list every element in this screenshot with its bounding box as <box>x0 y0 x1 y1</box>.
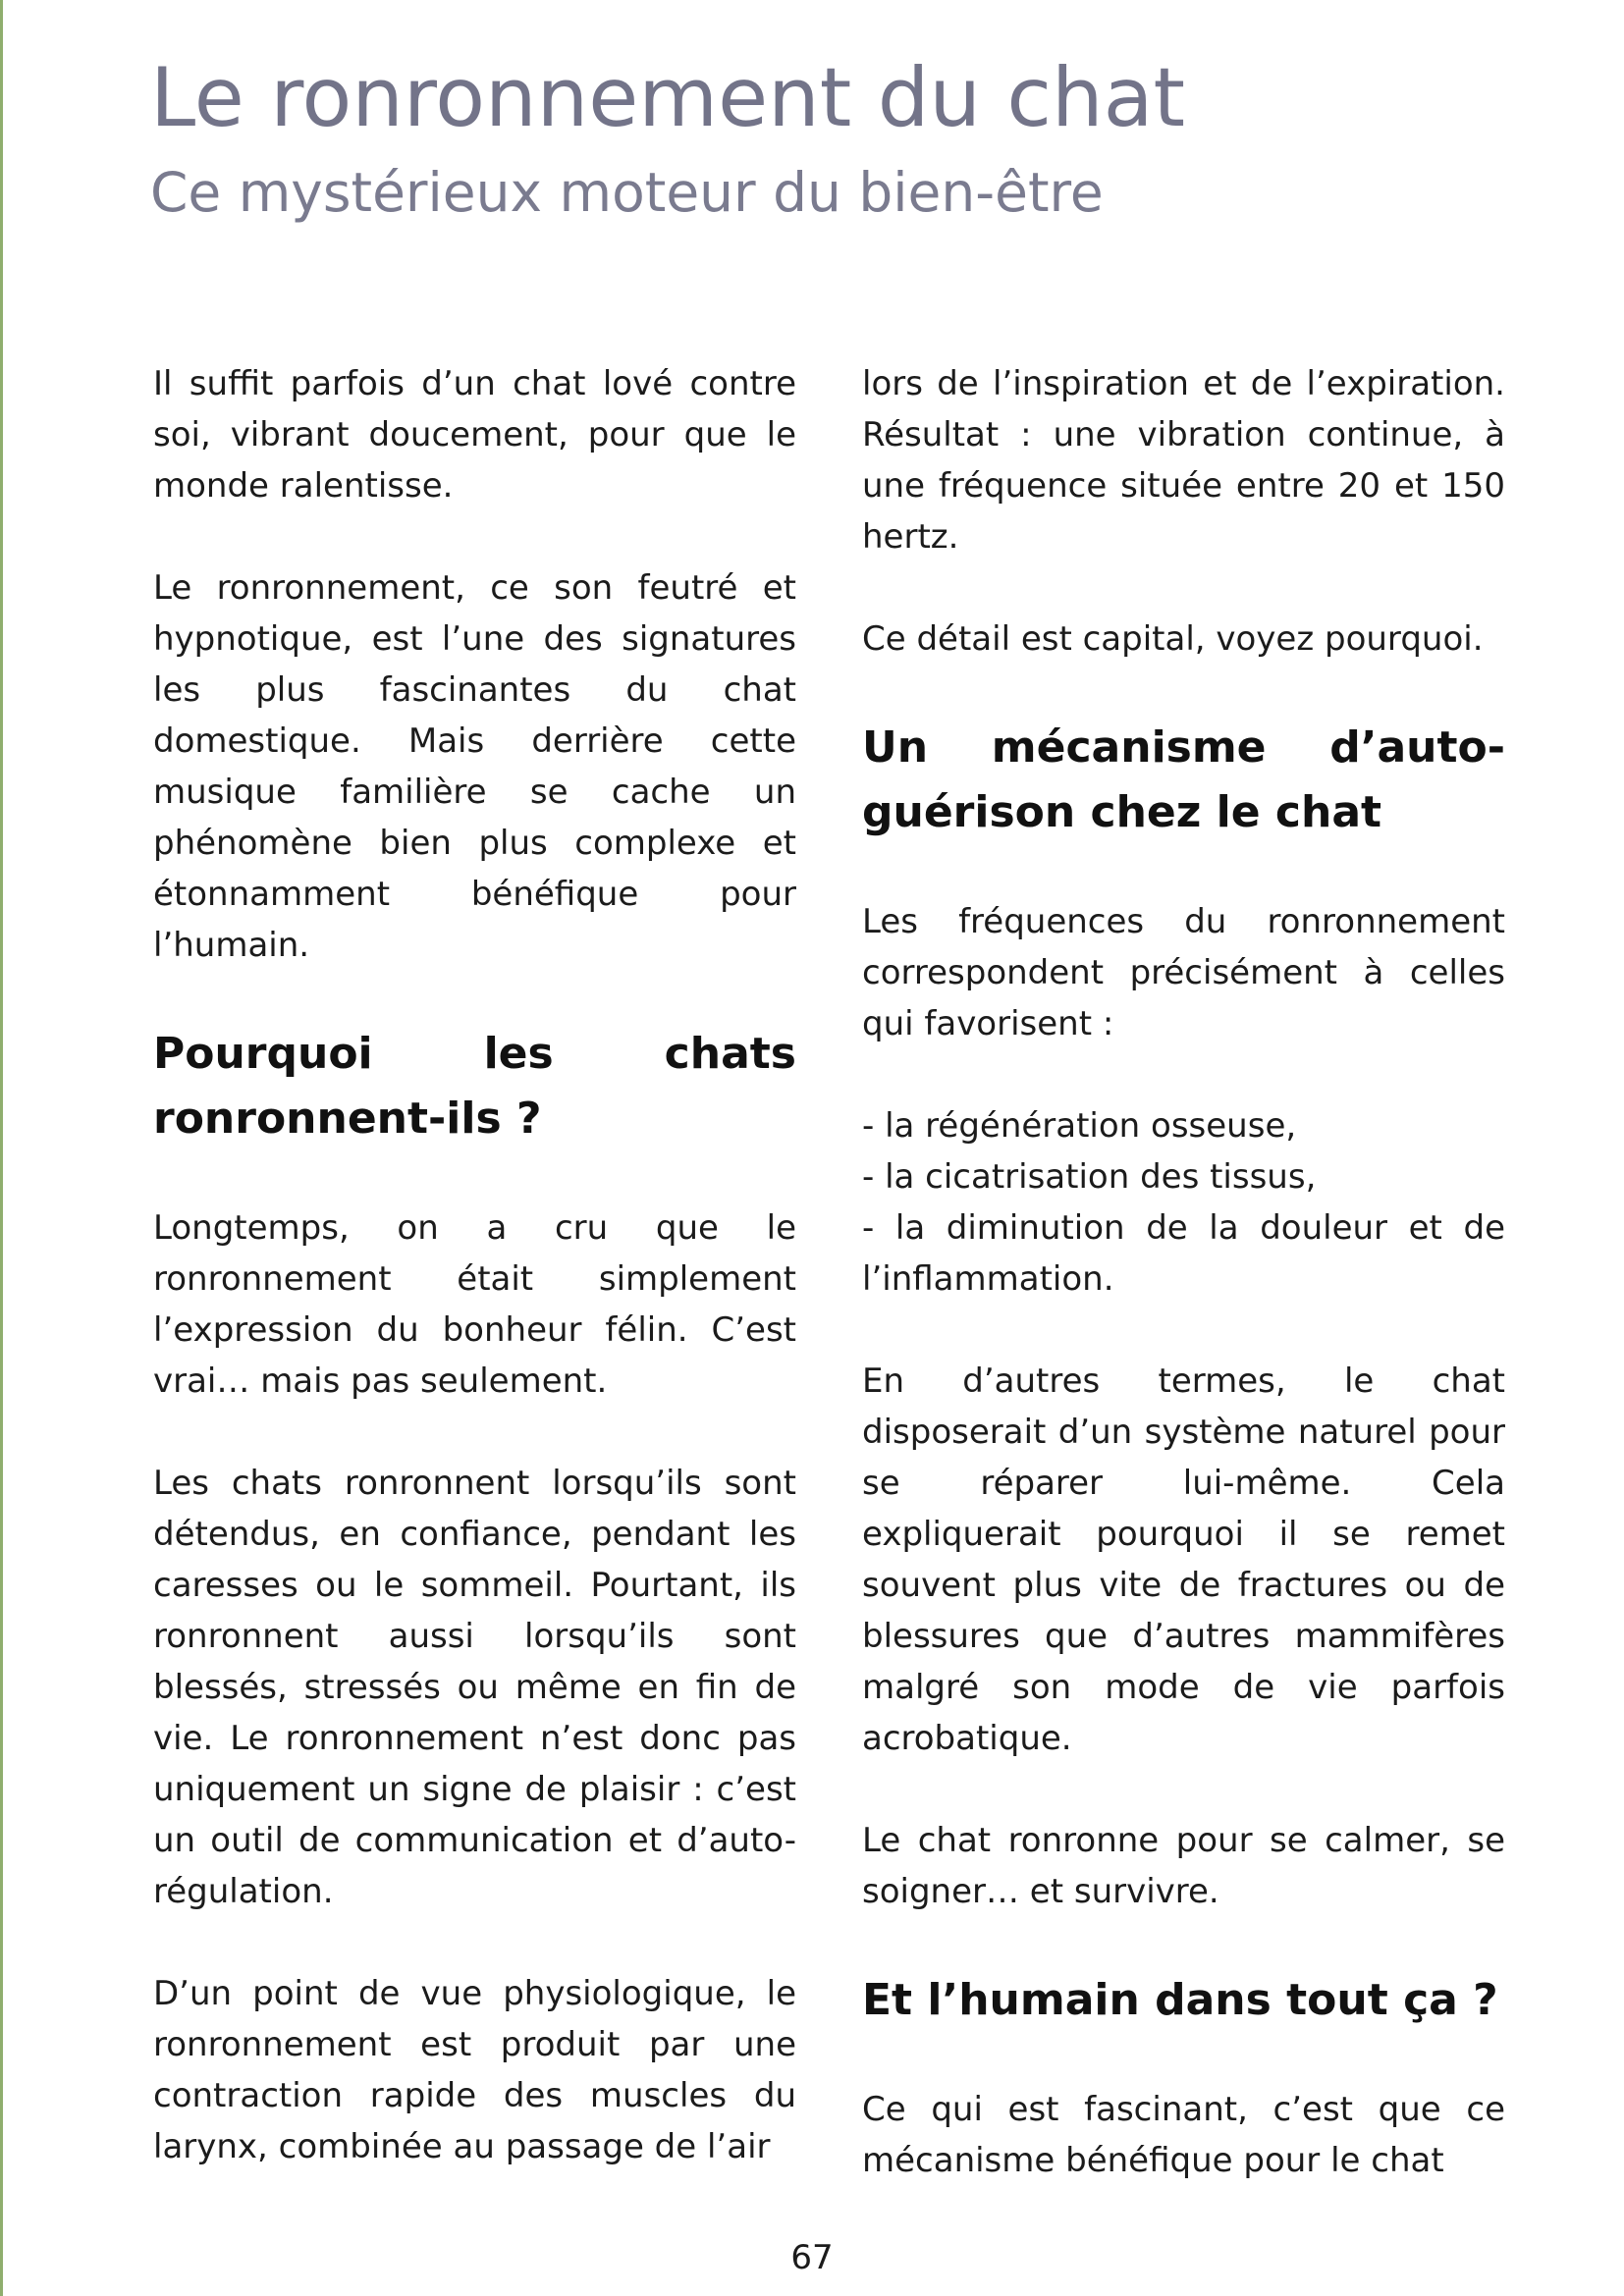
section-heading: Pourquoi les chats ronronnent-ils ? <box>153 1029 796 1144</box>
page-edge-rule <box>0 0 3 2296</box>
paragraph: Les chats ronronnent lorsqu’ils sont détendus, en confiance, pendant les caresses ou le sommeil. Pourtant, ils ronronnent aussi lorsqu’ils sont blessés, stressés ou même en fin de vie. Le ronronnement n’est donc pas uniquement un signe de plaisir : c’est un outil de communication et d’auto-régulation. <box>153 1464 796 1911</box>
page-number: 67 <box>790 2238 834 2277</box>
section-heading: Et l’humain dans tout ça ? <box>862 1975 1498 2025</box>
paragraph: lors de l’inspiration et de l’expiration. Résultat : une vibration continue, à une fréquence située entre 20 et 150 hertz. <box>862 364 1505 557</box>
paragraph: Ce qui est fascinant, c’est que ce mécanisme bénéfique pour le chat <box>862 2090 1505 2180</box>
left-column <box>153 358 796 2223</box>
section-heading: Un mécanisme d’auto-guérison chez le chat <box>862 722 1505 837</box>
page-title: Le ronronnement du chat <box>150 50 1186 145</box>
paragraph: En d’autres termes, le chat disposerait d’un système naturel pour se réparer lui-même. Cela expliquerait pourquoi il se remet souvent plus vite de fractures ou de blessures que d’autres mammifères malgré son mode de vie parfois acrobatique. <box>862 1362 1505 1758</box>
paragraph: Ce détail est capital, voyez pourquoi. <box>862 619 1484 659</box>
paragraph: D’un point de vue physiologique, le ronronnement est produit par une contraction rapide des muscles du larynx, combinée au passage de l’air <box>153 1974 796 2166</box>
paragraph: Il suffit parfois d’un chat lové contre soi, vibrant doucement, pour que le monde ralentisse. <box>153 364 796 506</box>
paragraph: Longtemps, on a cru que le ronronnement était simplement l’expression du bonheur félin. C’est vrai… mais pas seulement. <box>153 1208 796 1401</box>
paragraph: Les fréquences du ronronnement correspondent précisément à celles qui favorisent : <box>862 902 1505 1043</box>
page-subtitle: Ce mystérieux moteur du bien-être <box>150 161 1104 224</box>
list-item: - la régénération osseuse, <box>862 1106 1297 1146</box>
benefits-list <box>862 1100 1505 1305</box>
paragraph: Le chat ronronne pour se calmer, se soigner… et survivre. <box>862 1821 1505 1911</box>
right-column <box>862 358 1505 2237</box>
paragraph: Le ronronnement, ce son feutré et hypnotique, est l’une des signatures les plus fascinantes du chat domestique. Mais derrière cette musique familière se cache un phénomène bien plus complexe et étonnamment bénéfique pour l’humain. <box>153 568 796 965</box>
list-item: - la cicatrisation des tissus, <box>862 1157 1317 1197</box>
list-item: - la diminution de la douleur et de l’inflammation. <box>862 1208 1505 1299</box>
